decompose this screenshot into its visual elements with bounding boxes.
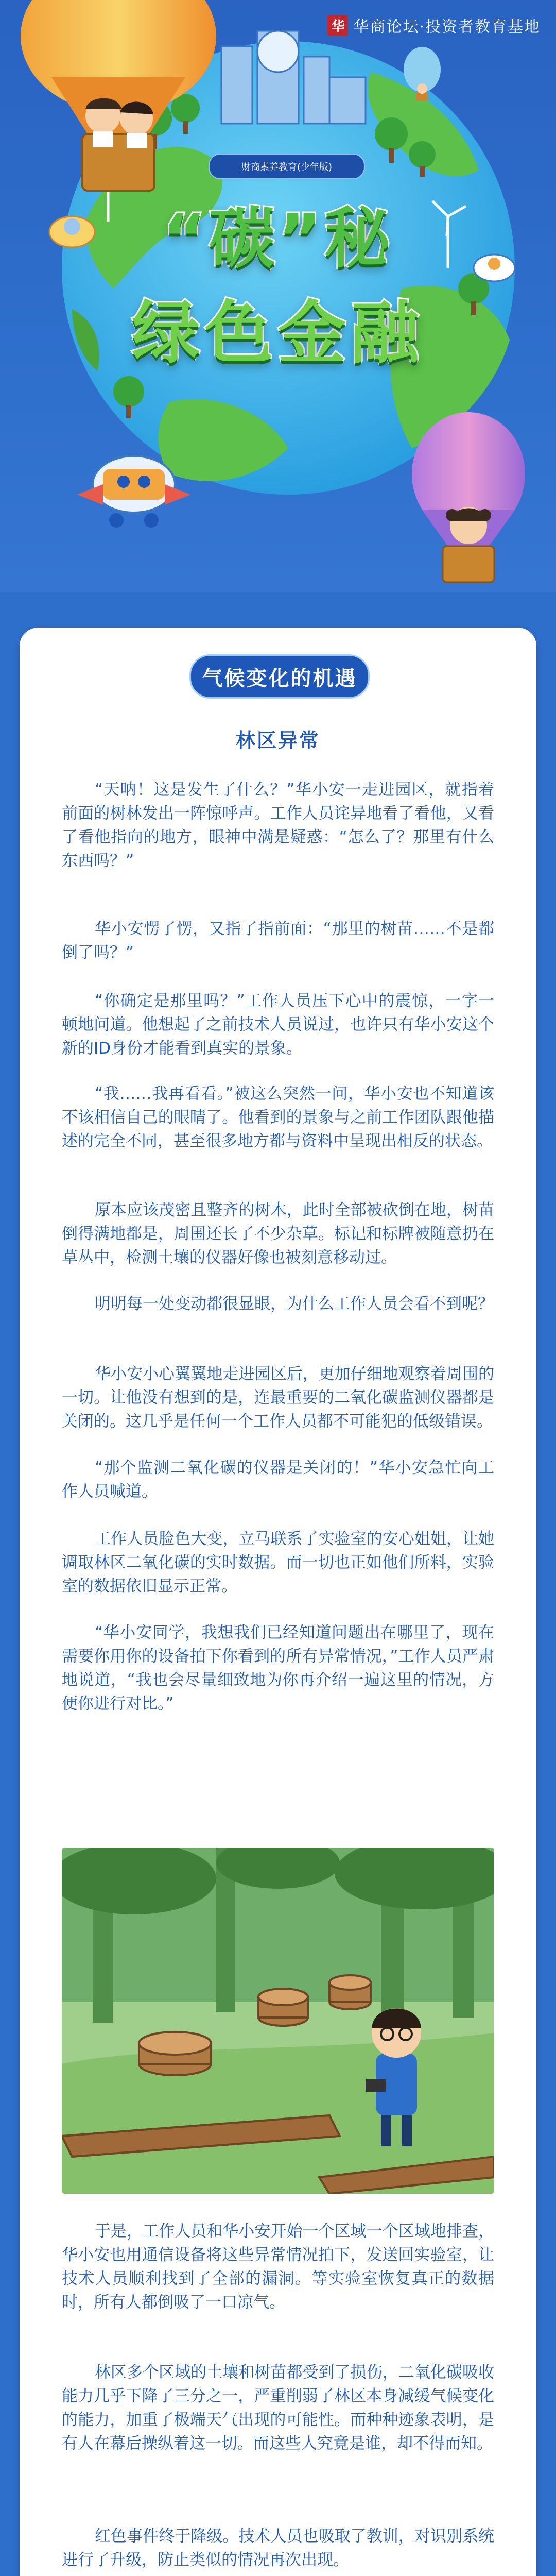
paragraph: “天呐！这是发生了什么？”华小安一走进园区，就指着前面的树林发出一阵惊呼声。工作人员诧异地看了看他，又看了看他指向的地方，眼神中满是疑惑：“怎么了？那里有什么东西吗？” <box>62 781 494 870</box>
spaceship-icon <box>49 216 95 247</box>
paragraph: “华小安同学，我想我们已经知道问题出在哪里了，现在需要你用你的设备拍下你看到的所有异常情况，”工作人员严肃地说道，“我也会尽量细致地为你再介绍一遍这里的情况，方便你进行对比。” <box>62 1623 494 1713</box>
hot-air-balloon-icon <box>412 412 525 582</box>
paragraph: 原本应该茂密且整齐的树木，此时全部被砍倒在地，树苗倒得满地都是，周围还长了不少杂草。标记和标牌被随意扔在草丛中，检测土壤的仪器好像也被刻意移动过。 <box>62 1201 494 1267</box>
paragraph: 红色事件终于降级。技术人员也吸取了教训，对识别系统进行了升级，防止类似的情况再次出现。 <box>62 2527 494 2569</box>
city-skyline-icon <box>221 31 366 124</box>
paragraph: “那个监测二氧化碳的仪器是关闭的！”华小安急忙向工作人员喊道。 <box>62 1459 494 1501</box>
series-subtitle: 财商素养教育(少年版) <box>208 154 365 179</box>
brand-logo-icon: 华 <box>327 15 348 36</box>
chapter-title: 林区异常 <box>235 729 320 752</box>
paragraph: 于是，工作人员和华小安开始一个区域一个区域地排查，华小安也用通信设备将这些异常情况拍下，发送回实验室，让技术人员顺利找到了全部的漏洞。等实验室恢复真正的数据时，所有人都倒吸了一口凉气。 <box>62 2222 494 2312</box>
spaceship-icon <box>474 255 515 281</box>
paragraph: 工作人员脸色大变，立马联系了实验室的安心姐姐，让她调取林区二氧化碳的实时数据。而一切也正如他们所料，实验室的数据依旧显示正常。 <box>62 1530 494 1596</box>
paragraph: “我……我再看看。”被这么突然一问，华小安也不知道该不该相信自己的眼睛了。他看到的景象与之前工作团队跟他描述的完全不同，甚至很多地方都与资料中呈现出相反的状态。 <box>62 1084 494 1150</box>
paragraph: 华小安愣了愣，又指了指前面：“那里的树苗……不是都倒了吗？” <box>62 920 494 962</box>
article-card <box>20 628 536 2576</box>
brand-text: 华商论坛·投资者教育基地 <box>353 18 541 36</box>
paragraph: 林区多个区域的土壤和树苗都受到了损伤，二氧化碳吸收能力几乎下降了三分之一，严重削弱了林区本身减缓气候变化的能力，加重了极端天气出现的可能性。而种种迹象表明，是有人在幕后操纵着这一切。而这些人究竟是谁，却不得而知。 <box>62 2363 494 2453</box>
paragraph: 华小安小心翼翼地走进园区后，更加仔细地观察着周围的一切。让他没有想到的是，连最重要的二氧化碳监测仪器都是关闭的。这几乎是任何一个工作人员都不可能犯的低级错误。 <box>62 1365 494 1431</box>
hero-title-line1: “碳”秘 <box>162 200 394 277</box>
hero-title-line2: 绿色金融 <box>132 294 424 373</box>
section-title: 气候变化的机遇 <box>189 654 370 699</box>
hero-banner <box>0 0 556 592</box>
paragraph: “你确定是那里吗？”工作人员压下心中的震惊，一字一顿地问道。他想起了之前技术人员说过，也许只有华小安这个新的ID身份才能看到真实的景象。 <box>62 992 494 1058</box>
brand-header <box>327 11 541 39</box>
forest-illustration <box>62 1848 494 2194</box>
paragraph: 明明每一处变动都很显眼，为什么工作人员会看不到呢？ <box>95 1295 494 1313</box>
